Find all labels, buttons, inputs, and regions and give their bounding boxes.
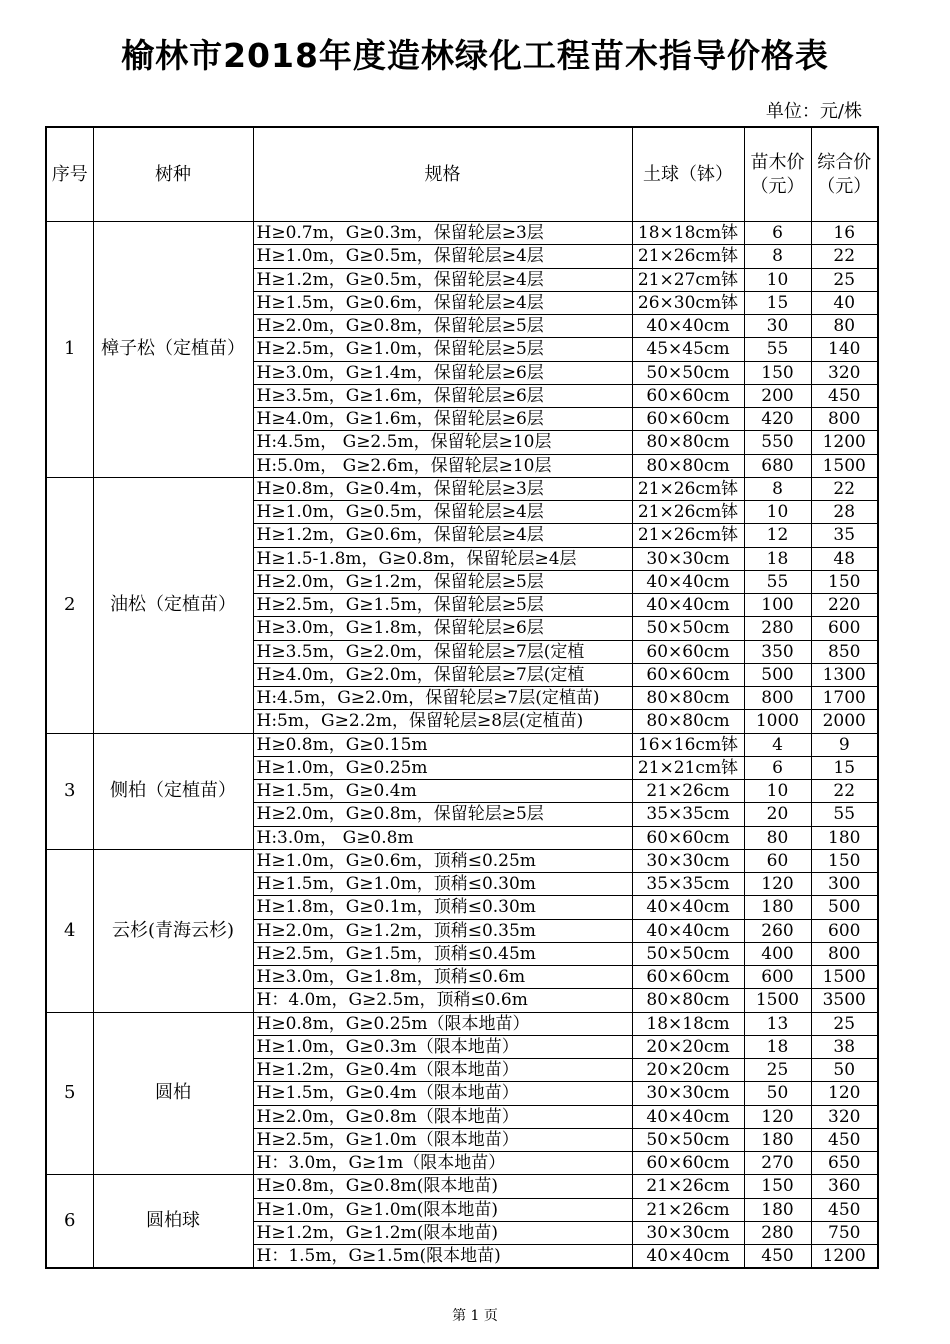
seedling-price-cell: 18 xyxy=(744,547,811,570)
total-price-cell: 220 xyxy=(811,594,878,617)
seedling-price-cell: 25 xyxy=(744,1059,811,1082)
total-price-cell: 750 xyxy=(811,1221,878,1244)
total-price-cell: 600 xyxy=(811,919,878,942)
spec-cell: H≥2.5m，G≥1.5m，保留轮层≥5层 xyxy=(253,594,632,617)
soil-ball-cell: 35×35cm xyxy=(632,873,744,896)
species-name: 侧柏（定植苗） xyxy=(93,733,253,849)
species-name: 樟子松（定植苗） xyxy=(93,222,253,478)
spec-cell: H≥1.2m，G≥0.5m，保留轮层≥4层 xyxy=(253,268,632,291)
soil-ball-cell: 50×50cm xyxy=(632,1128,744,1151)
soil-ball-cell: 80×80cm xyxy=(632,454,744,477)
spec-cell: H≥0.8m，G≥0.8m(限本地苗) xyxy=(253,1175,632,1198)
group-number: 4 xyxy=(46,849,93,1012)
header-seedling-price: 苗木价（元） xyxy=(744,127,811,222)
soil-ball-cell: 60×60cm xyxy=(632,663,744,686)
unit-label: 单位：元/株 xyxy=(765,101,862,122)
spec-cell: H:5.0m， G≥2.6m，保留轮层≥10层 xyxy=(253,454,632,477)
seedling-price-cell: 6 xyxy=(744,222,811,245)
seedling-price-cell: 260 xyxy=(744,919,811,942)
seedling-price-cell: 13 xyxy=(744,1012,811,1035)
spec-cell: H≥2.0m，G≥0.8m，保留轮层≥5层 xyxy=(253,315,632,338)
table-row xyxy=(46,733,878,756)
group-number: 1 xyxy=(46,222,93,478)
spec-cell: H≥3.5m，G≥2.0m，保留轮层≥7层(定植 xyxy=(253,640,632,663)
seedling-price-cell: 1000 xyxy=(744,710,811,733)
spec-cell: H≥4.0m，G≥1.6m，保留轮层≥6层 xyxy=(253,408,632,431)
seedling-price-cell: 1500 xyxy=(744,989,811,1012)
total-price-cell: 1500 xyxy=(811,966,878,989)
seedling-price-cell: 150 xyxy=(744,361,811,384)
seedling-price-cell: 180 xyxy=(744,1198,811,1221)
seedling-price-cell: 280 xyxy=(744,1221,811,1244)
soil-ball-cell: 18×18cm钵 xyxy=(632,222,744,245)
total-price-cell: 3500 xyxy=(811,989,878,1012)
soil-ball-cell: 50×50cm xyxy=(632,361,744,384)
soil-ball-cell: 21×26cm钵 xyxy=(632,477,744,500)
seedling-price-cell: 10 xyxy=(744,268,811,291)
table-row xyxy=(46,222,878,245)
seedling-price-cell: 500 xyxy=(744,663,811,686)
seedling-price-cell: 12 xyxy=(744,524,811,547)
seedling-price-cell: 30 xyxy=(744,315,811,338)
spec-cell: H≥3.0m，G≥1.4m，保留轮层≥6层 xyxy=(253,361,632,384)
soil-ball-cell: 40×40cm xyxy=(632,1245,744,1269)
spec-cell: H≥1.0m，G≥1.0m(限本地苗) xyxy=(253,1198,632,1221)
total-price-cell: 450 xyxy=(811,1128,878,1151)
total-price-cell: 15 xyxy=(811,756,878,779)
header-species: 树种 xyxy=(93,127,253,222)
total-price-cell: 1700 xyxy=(811,687,878,710)
spec-cell: H≥1.5-1.8m，G≥0.8m，保留轮层≥4层 xyxy=(253,547,632,570)
spec-cell: H≥0.8m，G≥0.25m（限本地苗） xyxy=(253,1012,632,1035)
spec-cell: H≥1.5m，G≥0.6m，保留轮层≥4层 xyxy=(253,291,632,314)
soil-ball-cell: 40×40cm xyxy=(632,570,744,593)
soil-ball-cell: 60×60cm xyxy=(632,640,744,663)
soil-ball-cell: 21×21cm钵 xyxy=(632,756,744,779)
total-price-cell: 300 xyxy=(811,873,878,896)
total-price-cell: 1500 xyxy=(811,454,878,477)
soil-ball-cell: 45×45cm xyxy=(632,338,744,361)
seedling-price-cell: 420 xyxy=(744,408,811,431)
soil-ball-cell: 21×26cm钵 xyxy=(632,524,744,547)
seedling-price-cell: 600 xyxy=(744,966,811,989)
soil-ball-cell: 18×18cm xyxy=(632,1012,744,1035)
soil-ball-cell: 20×20cm xyxy=(632,1035,744,1058)
seedling-price-cell: 180 xyxy=(744,896,811,919)
soil-ball-cell: 21×26cm钵 xyxy=(632,501,744,524)
spec-cell: H≥1.0m，G≥0.3m（限本地苗） xyxy=(253,1035,632,1058)
total-price-cell: 25 xyxy=(811,1012,878,1035)
soil-ball-cell: 80×80cm xyxy=(632,710,744,733)
spec-cell: H≥1.5m，G≥0.4m（限本地苗） xyxy=(253,1082,632,1105)
group-number: 3 xyxy=(46,733,93,849)
total-price-cell: 650 xyxy=(811,1152,878,1175)
total-price-cell: 150 xyxy=(811,849,878,872)
soil-ball-cell: 21×27cm钵 xyxy=(632,268,744,291)
total-price-cell: 600 xyxy=(811,617,878,640)
spec-cell: H:4.5m，G≥2.0m，保留轮层≥7层(定植苗) xyxy=(253,687,632,710)
group-number: 5 xyxy=(46,1012,93,1175)
seedling-price-cell: 120 xyxy=(744,873,811,896)
total-price-cell: 1200 xyxy=(811,431,878,454)
total-price-cell: 140 xyxy=(811,338,878,361)
total-price-cell: 22 xyxy=(811,477,878,500)
spec-cell: H≥0.7m，G≥0.3m，保留轮层≥3层 xyxy=(253,222,632,245)
seedling-price-cell: 550 xyxy=(744,431,811,454)
total-price-cell: 80 xyxy=(811,315,878,338)
spec-cell: H≥3.0m，G≥1.8m，顶稍≤0.6m xyxy=(253,966,632,989)
seedling-price-cell: 80 xyxy=(744,826,811,849)
seedling-price-cell: 450 xyxy=(744,1245,811,1269)
seedling-price-cell: 8 xyxy=(744,477,811,500)
seedling-price-cell: 400 xyxy=(744,942,811,965)
total-price-cell: 450 xyxy=(811,384,878,407)
soil-ball-cell: 35×35cm xyxy=(632,803,744,826)
spec-cell: H≥0.8m，G≥0.4m，保留轮层≥3层 xyxy=(253,477,632,500)
spec-cell: H≥0.8m，G≥0.15m xyxy=(253,733,632,756)
total-price-cell: 320 xyxy=(811,1105,878,1128)
seedling-price-cell: 50 xyxy=(744,1082,811,1105)
seedling-price-cell: 8 xyxy=(744,245,811,268)
soil-ball-cell: 60×60cm xyxy=(632,966,744,989)
soil-ball-cell: 20×20cm xyxy=(632,1059,744,1082)
spec-cell: H:3.0m， G≥0.8m xyxy=(253,826,632,849)
seedling-price-cell: 270 xyxy=(744,1152,811,1175)
page-number: 第 1 页 xyxy=(452,1308,498,1324)
spec-cell: H:4.5m， G≥2.5m，保留轮层≥10层 xyxy=(253,431,632,454)
total-price-cell: 450 xyxy=(811,1198,878,1221)
total-price-cell: 1200 xyxy=(811,1245,878,1269)
spec-cell: H≥2.5m，G≥1.0m，保留轮层≥5层 xyxy=(253,338,632,361)
total-price-cell: 38 xyxy=(811,1035,878,1058)
soil-ball-cell: 30×30cm xyxy=(632,1221,744,1244)
spec-cell: H:5m，G≥2.2m，保留轮层≥8层(定植苗) xyxy=(253,710,632,733)
soil-ball-cell: 30×30cm xyxy=(632,1082,744,1105)
header-spec: 规格 xyxy=(253,127,632,222)
soil-ball-cell: 50×50cm xyxy=(632,617,744,640)
soil-ball-cell: 26×30cm钵 xyxy=(632,291,744,314)
soil-ball-cell: 40×40cm xyxy=(632,919,744,942)
soil-ball-cell: 30×30cm xyxy=(632,849,744,872)
seedling-price-cell: 280 xyxy=(744,617,811,640)
table-row xyxy=(46,477,878,500)
species-name: 圆柏球 xyxy=(93,1175,253,1269)
total-price-cell: 50 xyxy=(811,1059,878,1082)
total-price-cell: 800 xyxy=(811,408,878,431)
spec-cell: H≥2.0m，G≥1.2m，保留轮层≥5层 xyxy=(253,570,632,593)
spec-cell: H：1.5m，G≥1.5m(限本地苗) xyxy=(253,1245,632,1269)
document-title: 榆林市2018年度造林绿化工程苗木指导价格表 xyxy=(121,36,829,75)
table-row xyxy=(46,1012,878,1035)
spec-cell: H≥1.2m，G≥0.4m（限本地苗） xyxy=(253,1059,632,1082)
seedling-price-cell: 55 xyxy=(744,570,811,593)
total-price-cell: 850 xyxy=(811,640,878,663)
total-price-cell: 48 xyxy=(811,547,878,570)
spec-cell: H≥1.0m，G≥0.5m，保留轮层≥4层 xyxy=(253,501,632,524)
soil-ball-cell: 21×26cm钵 xyxy=(632,245,744,268)
species-name: 油松（定植苗） xyxy=(93,477,253,733)
spec-cell: H≥1.0m，G≥0.5m，保留轮层≥4层 xyxy=(253,245,632,268)
soil-ball-cell: 40×40cm xyxy=(632,1105,744,1128)
group-number: 2 xyxy=(46,477,93,733)
spec-cell: H≥1.2m，G≥0.6m，保留轮层≥4层 xyxy=(253,524,632,547)
soil-ball-cell: 60×60cm xyxy=(632,1152,744,1175)
total-price-cell: 180 xyxy=(811,826,878,849)
seedling-price-cell: 120 xyxy=(744,1105,811,1128)
total-price-cell: 1300 xyxy=(811,663,878,686)
spec-cell: H：3.0m，G≥1m（限本地苗） xyxy=(253,1152,632,1175)
spec-cell: H≥1.5m，G≥0.4m xyxy=(253,780,632,803)
spec-cell: H≥3.0m，G≥1.8m，保留轮层≥6层 xyxy=(253,617,632,640)
seedling-price-cell: 55 xyxy=(744,338,811,361)
spec-cell: H≥1.5m，G≥1.0m，顶稍≤0.30m xyxy=(253,873,632,896)
soil-ball-cell: 21×26cm xyxy=(632,1198,744,1221)
header-total-price: 综合价（元） xyxy=(811,127,878,222)
soil-ball-cell: 40×40cm xyxy=(632,594,744,617)
seedling-price-cell: 800 xyxy=(744,687,811,710)
soil-ball-cell: 21×26cm xyxy=(632,780,744,803)
seedling-price-cell: 60 xyxy=(744,849,811,872)
spec-cell: H≥1.0m，G≥0.6m，顶稍≤0.25m xyxy=(253,849,632,872)
total-price-cell: 35 xyxy=(811,524,878,547)
species-name: 圆柏 xyxy=(93,1012,253,1175)
total-price-cell: 40 xyxy=(811,291,878,314)
soil-ball-cell: 60×60cm xyxy=(632,384,744,407)
spec-cell: H≥1.8m，G≥0.1m，顶稍≤0.30m xyxy=(253,896,632,919)
spec-cell: H≥2.0m，G≥1.2m，顶稍≤0.35m xyxy=(253,919,632,942)
total-price-cell: 22 xyxy=(811,780,878,803)
seedling-price-cell: 20 xyxy=(744,803,811,826)
soil-ball-cell: 60×60cm xyxy=(632,826,744,849)
spec-cell: H：4.0m，G≥2.5m，顶稍≤0.6m xyxy=(253,989,632,1012)
table-row xyxy=(46,849,878,872)
table-row xyxy=(46,1175,878,1198)
total-price-cell: 120 xyxy=(811,1082,878,1105)
seedling-price-cell: 18 xyxy=(744,1035,811,1058)
soil-ball-cell: 80×80cm xyxy=(632,431,744,454)
soil-ball-cell: 80×80cm xyxy=(632,687,744,710)
total-price-cell: 150 xyxy=(811,570,878,593)
total-price-cell: 500 xyxy=(811,896,878,919)
total-price-cell: 800 xyxy=(811,942,878,965)
seedling-price-cell: 15 xyxy=(744,291,811,314)
spec-cell: H≥2.5m，G≥1.5m，顶稍≤0.45m xyxy=(253,942,632,965)
seedling-price-cell: 100 xyxy=(744,594,811,617)
seedling-price-cell: 200 xyxy=(744,384,811,407)
total-price-cell: 320 xyxy=(811,361,878,384)
seedling-price-cell: 180 xyxy=(744,1128,811,1151)
spec-cell: H≥1.0m，G≥0.25m xyxy=(253,756,632,779)
header-soil-ball: 土球（钵） xyxy=(632,127,744,222)
spec-cell: H≥1.2m，G≥1.2m(限本地苗) xyxy=(253,1221,632,1244)
header-no: 序号 xyxy=(46,127,93,222)
total-price-cell: 25 xyxy=(811,268,878,291)
total-price-cell: 9 xyxy=(811,733,878,756)
soil-ball-cell: 30×30cm xyxy=(632,547,744,570)
seedling-price-cell: 6 xyxy=(744,756,811,779)
seedling-price-cell: 150 xyxy=(744,1175,811,1198)
total-price-cell: 360 xyxy=(811,1175,878,1198)
soil-ball-cell: 80×80cm xyxy=(632,989,744,1012)
soil-ball-cell: 40×40cm xyxy=(632,315,744,338)
soil-ball-cell: 40×40cm xyxy=(632,896,744,919)
spec-cell: H≥2.5m，G≥1.0m（限本地苗） xyxy=(253,1128,632,1151)
seedling-price-cell: 10 xyxy=(744,780,811,803)
total-price-cell: 16 xyxy=(811,222,878,245)
group-number: 6 xyxy=(46,1175,93,1269)
soil-ball-cell: 50×50cm xyxy=(632,942,744,965)
spec-cell: H≥3.5m，G≥1.6m，保留轮层≥6层 xyxy=(253,384,632,407)
soil-ball-cell: 21×26cm xyxy=(632,1175,744,1198)
spec-cell: H≥2.0m，G≥0.8m（限本地苗） xyxy=(253,1105,632,1128)
total-price-cell: 22 xyxy=(811,245,878,268)
seedling-price-cell: 10 xyxy=(744,501,811,524)
total-price-cell: 2000 xyxy=(811,710,878,733)
price-table xyxy=(45,126,879,1269)
seedling-price-cell: 4 xyxy=(744,733,811,756)
spec-cell: H≥2.0m，G≥0.8m，保留轮层≥5层 xyxy=(253,803,632,826)
species-name: 云杉(青海云杉) xyxy=(93,849,253,1012)
seedling-price-cell: 680 xyxy=(744,454,811,477)
total-price-cell: 55 xyxy=(811,803,878,826)
seedling-price-cell: 350 xyxy=(744,640,811,663)
spec-cell: H≥4.0m，G≥2.0m，保留轮层≥7层(定植 xyxy=(253,663,632,686)
soil-ball-cell: 60×60cm xyxy=(632,408,744,431)
total-price-cell: 28 xyxy=(811,501,878,524)
soil-ball-cell: 16×16cm钵 xyxy=(632,733,744,756)
table-header-row xyxy=(46,127,878,222)
